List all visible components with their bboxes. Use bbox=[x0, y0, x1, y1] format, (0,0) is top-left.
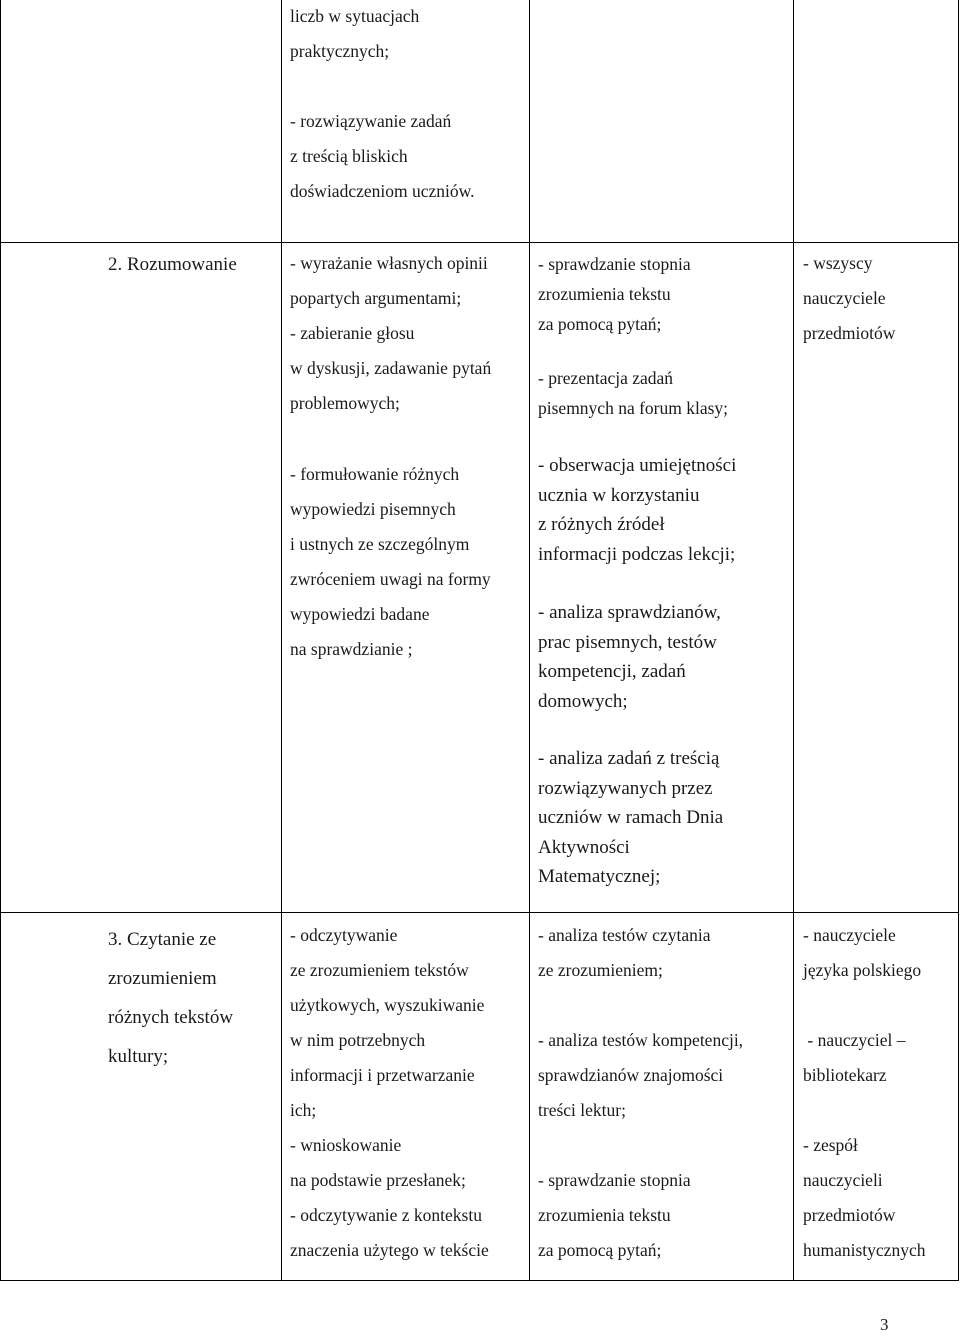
text-line: znaczenia użytego w tekście bbox=[290, 1240, 489, 1260]
text-line: kompetencji, zadań bbox=[538, 661, 686, 682]
text-line: ich; bbox=[290, 1100, 317, 1120]
text-line bbox=[803, 988, 925, 1023]
text-line: informacji i przetwarzanie bbox=[290, 1065, 475, 1085]
row2-responsible bbox=[803, 246, 895, 351]
text-line: kultury; bbox=[108, 1046, 169, 1067]
row2-methods-a bbox=[538, 249, 691, 339]
row-divider-2 bbox=[0, 912, 959, 913]
text-line: Aktywności bbox=[538, 836, 630, 858]
text-line: humanistycznych bbox=[803, 1240, 926, 1260]
column-divider-1 bbox=[281, 0, 282, 1281]
text-line: za pomocą pytań; bbox=[538, 1240, 662, 1260]
text-line: - analiza zadań z treścią bbox=[538, 748, 720, 769]
text-line: - formułowanie różnych bbox=[290, 464, 460, 484]
text-line: przedmiotów bbox=[803, 1205, 896, 1225]
text-line: 3. Czytanie ze bbox=[108, 929, 217, 950]
text-line: ze zrozumieniem tekstów bbox=[290, 960, 469, 980]
text-line: popartych argumentami; bbox=[290, 288, 462, 308]
table-border-bottom bbox=[0, 1280, 959, 1281]
text-line: - wszyscy bbox=[803, 253, 873, 273]
text-line: - prezentacja zadań bbox=[538, 368, 674, 388]
text-line: i ustnych ze szczególnym bbox=[290, 534, 470, 554]
table-border-right bbox=[958, 0, 959, 1281]
row-divider-1 bbox=[0, 242, 959, 243]
text-line: zwróceniem uwagi na formy bbox=[290, 569, 491, 589]
row2-objectives-a bbox=[290, 246, 491, 421]
text-line: - analiza sprawdzianów, bbox=[538, 602, 721, 623]
text-line: ze zrozumieniem; bbox=[538, 960, 663, 980]
row2-methods-c bbox=[538, 451, 736, 569]
text-line: - sprawdzanie stopnia bbox=[538, 1170, 691, 1190]
text-line: wypowiedzi badane bbox=[290, 604, 430, 624]
text-line: - nauczyciel – bbox=[803, 1030, 906, 1050]
text-line bbox=[538, 988, 743, 1023]
text-line: zrozumienia tekstu bbox=[538, 1205, 671, 1225]
text-line: doświadczeniom uczniów. bbox=[290, 181, 475, 201]
text-line: Matematycznej; bbox=[538, 866, 661, 887]
text-line: informacji podczas lekcji; bbox=[538, 543, 736, 565]
row2-methods-d bbox=[538, 598, 721, 716]
text-line: nauczycieli bbox=[803, 1170, 883, 1190]
text-line: na sprawdzianie ; bbox=[290, 639, 413, 659]
text-line: przedmiotów bbox=[803, 323, 896, 343]
text-line: użytkowych, wyszukiwanie bbox=[290, 995, 485, 1015]
text-line: prac pisemnych, testów bbox=[538, 631, 717, 653]
text-line: - zespół bbox=[803, 1135, 858, 1155]
text-line: treści lektur; bbox=[538, 1100, 626, 1120]
text-line: sprawdzianów znajomości bbox=[538, 1065, 724, 1085]
text-line: w nim potrzebnych bbox=[290, 1030, 426, 1050]
text-line: - zabieranie głosu bbox=[290, 323, 415, 343]
row2-methods-e bbox=[538, 744, 723, 892]
table-border-left bbox=[0, 0, 1, 1281]
row2-methods-b bbox=[538, 363, 728, 423]
text-line bbox=[290, 69, 475, 104]
text-line: różnych tekstów bbox=[108, 1007, 234, 1028]
text-line: ucznia w korzystaniu bbox=[538, 484, 700, 506]
text-line: z treścią bliskich bbox=[290, 146, 408, 166]
text-line: - odczytywanie z kontekstu bbox=[290, 1205, 482, 1225]
text-line: rozwiązywanych przez bbox=[538, 777, 713, 799]
row3-area-title bbox=[108, 920, 233, 1076]
row3-responsible bbox=[803, 918, 925, 1268]
text-line: pisemnych na forum klasy; bbox=[538, 398, 729, 418]
text-line: nauczyciele bbox=[803, 288, 886, 308]
text-line bbox=[538, 1128, 743, 1163]
text-line: liczb w sytuacjach bbox=[290, 6, 420, 26]
text-line: problemowych; bbox=[290, 393, 400, 413]
row2-area-title bbox=[108, 250, 237, 280]
page-number: 3 bbox=[880, 1315, 889, 1334]
text-line: - odczytywanie bbox=[290, 925, 398, 945]
row2-objectives-b bbox=[290, 457, 491, 667]
text-line: na podstawie przesłanek; bbox=[290, 1170, 466, 1190]
row3-methods bbox=[538, 918, 743, 1268]
text-line: zrozumienia tekstu bbox=[538, 284, 671, 304]
text-line: - nauczyciele bbox=[803, 925, 896, 945]
area-title: 2. Rozumowanie bbox=[108, 254, 237, 275]
text-line: - obserwacja umiejętności bbox=[538, 455, 737, 476]
cont-row-objectives bbox=[290, 0, 475, 209]
text-line: - wnioskowanie bbox=[290, 1135, 402, 1155]
text-line: wypowiedzi pisemnych bbox=[290, 499, 456, 519]
text-line: - analiza testów czytania bbox=[538, 925, 711, 945]
column-divider-3 bbox=[793, 0, 794, 1281]
text-line: praktycznych; bbox=[290, 41, 390, 61]
text-line bbox=[803, 1093, 925, 1128]
text-line: domowych; bbox=[538, 690, 628, 712]
text-line: uczniów w ramach Dnia bbox=[538, 807, 724, 828]
row3-objectives bbox=[290, 918, 489, 1268]
text-line: za pomocą pytań; bbox=[538, 314, 662, 334]
text-line: w dyskusji, zadawanie pytań bbox=[290, 358, 492, 378]
text-line: z różnych źródeł bbox=[538, 514, 665, 535]
text-line: - rozwiązywanie zadań bbox=[290, 111, 452, 131]
text-line: zrozumieniem bbox=[108, 968, 217, 989]
text-line: bibliotekarz bbox=[803, 1065, 887, 1085]
text-line: - analiza testów kompetencji, bbox=[538, 1030, 744, 1050]
text-line: języka polskiego bbox=[803, 960, 922, 980]
column-divider-2 bbox=[529, 0, 530, 1281]
text-line: - wyrażanie własnych opinii bbox=[290, 253, 488, 273]
text-line: - sprawdzanie stopnia bbox=[538, 254, 691, 274]
